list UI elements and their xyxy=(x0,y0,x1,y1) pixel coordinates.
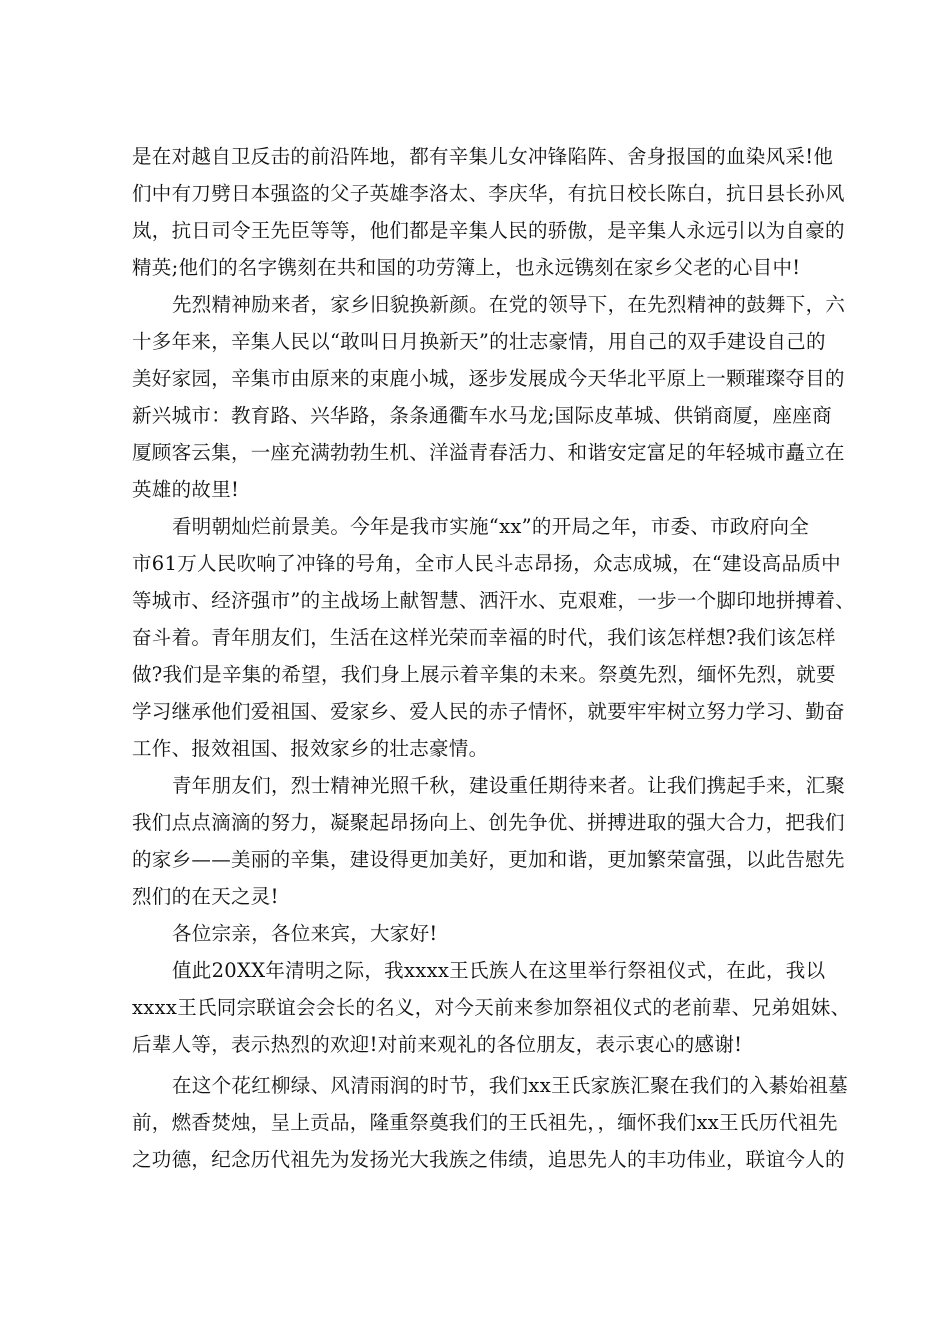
text-line: 我们点点滴滴的努力，凝聚起昂扬向上、创先争优、拼搏进取的强大合力，把我们 xyxy=(132,811,845,834)
text-line: 的家乡——美丽的辛集，建设得更加美好，更加和谐，更加繁荣富强，以此告慰先 xyxy=(132,848,845,871)
text-line: 后辈人等，表示热烈的欢迎!对前来观礼的各位朋友，表示衷心的感谢! xyxy=(132,1033,743,1056)
text-line: 工作、报效祖国、报效家乡的壮志豪情。 xyxy=(132,737,489,760)
text-line: 奋斗着。青年朋友们，生活在这样光荣而幸福的时代，我们该怎样想?我们该怎样 xyxy=(132,626,836,649)
paragraph-first-line: 各位宗亲，各位来宾，大家好! xyxy=(172,922,438,945)
paragraph-first-line: 青年朋友们，烈士精神光照千秋，建设重任期待来者。让我们携起手来，汇聚 xyxy=(172,774,846,797)
text-line: 十多年来，辛集人民以“敢叫日月换新天”的壮志豪情，用自己的双手建设自己的 xyxy=(132,330,826,353)
text-line: 美好家园，辛集市由原来的束鹿小城，逐步发展成今天华北平原上一颗璀璨夺目的 xyxy=(132,367,845,390)
paragraph-first-line: 在这个花红柳绿、风清雨润的时节，我们xx王氏家族汇聚在我们的入綦始祖墓 xyxy=(172,1074,848,1097)
text-line: 新兴城市：教育路、兴华路，条条通衢车水马龙;国际皮革城、供销商厦，座座商 xyxy=(132,404,832,427)
text-line: xxxx王氏同宗联谊会会长的名义，对今天前来参加祭祖仪式的老前辈、兄弟姐妹、 xyxy=(132,996,851,1019)
paragraph-first-line: 值此20XX年清明之际，我xxxx王氏族人在这里举行祭祖仪式，在此，我以 xyxy=(172,959,826,982)
text-line: 之功德，纪念历代祖先为发扬光大我族之伟绩，追思先人的丰功伟业，联谊今人的 xyxy=(132,1148,845,1171)
text-line: 厦顾客云集，一座充满勃勃生机、洋溢青春活力、和谐安定富足的年轻城市矗立在 xyxy=(132,441,845,464)
paragraph-first-line: 先烈精神励来者，家乡旧貌换新颜。在党的领导下，在先烈精神的鼓舞下，六 xyxy=(172,293,846,316)
text-line: 烈们的在天之灵! xyxy=(132,885,279,908)
text-line: 精英;他们的名字镌刻在共和国的功劳簿上，也永远镌刻在家乡父老的心目中! xyxy=(132,256,801,279)
text-line: 做?我们是辛集的希望，我们身上展示着辛集的未来。祭奠先烈，缅怀先烈，就要 xyxy=(132,663,836,686)
text-line: 前，燃香焚烛，呈上贡品，隆重祭奠我们的王氏祖先，，缅怀我们xx王氏历代祖先 xyxy=(132,1111,838,1134)
text-line: 学习继承他们爱祖国、爱家乡、爱人民的赤子情怀，就要牢牢树立努力学习、勤奋 xyxy=(132,700,845,723)
text-line: 英雄的故里! xyxy=(132,478,240,501)
paragraph-first-line: 看明朝灿烂前景美。今年是我市实施“xx”的开局之年，市委、市政府向全 xyxy=(172,515,810,538)
text-line: 市61万人民吹响了冲锋的号角，全市人民斗志昂扬，众志成城，在“建设高品质中 xyxy=(132,552,841,575)
text-line: 岚，抗日司令王先臣等等，他们都是辛集人民的骄傲，是辛集人永远引以为自豪的 xyxy=(132,219,845,242)
text-line: 等城市、经济强市”的主战场上献智慧、洒汗水、克艰难，一步一个脚印地拼搏着、 xyxy=(132,589,856,612)
text-line: 是在对越自卫反击的前沿阵地，都有辛集儿女冲锋陷阵、舍身报国的血染风采!他 xyxy=(132,145,834,168)
text-line: 们中有刀劈日本强盗的父子英雄李洛太、李庆华，有抗日校长陈白，抗日县长孙风 xyxy=(132,182,845,205)
